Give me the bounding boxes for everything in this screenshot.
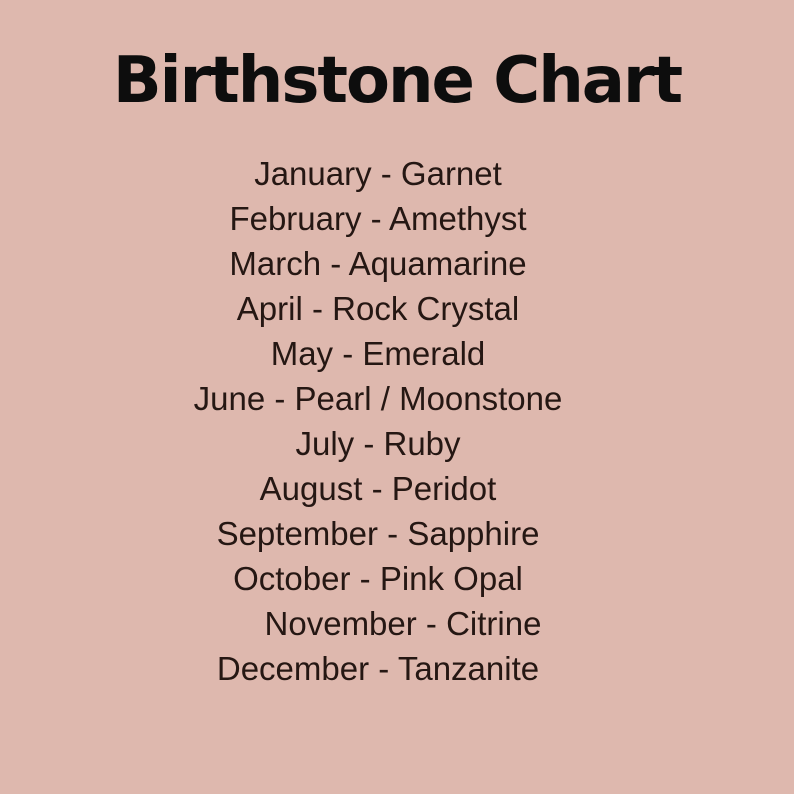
month-name: October <box>233 559 351 597</box>
month-name: July <box>295 424 355 462</box>
month-name: May <box>270 334 334 372</box>
stone-name: Emerald <box>362 334 486 372</box>
stone-name: Rock Crystal <box>332 289 520 327</box>
stone-name: Sapphire <box>407 514 540 552</box>
month-stone-separator: - <box>302 289 333 327</box>
month-name: March <box>229 244 322 282</box>
month-stone-separator: - <box>378 514 408 552</box>
month-stone-separator: - <box>354 424 384 462</box>
list-item <box>260 466 497 511</box>
month-stone-separator: - <box>371 154 401 192</box>
stone-name: Citrine <box>446 604 542 642</box>
birthstone-list <box>194 151 563 691</box>
month-stone-separator: - <box>416 604 447 642</box>
stone-name: Peridot <box>391 469 497 507</box>
list-item <box>265 601 542 646</box>
stone-name: Amethyst <box>389 199 527 237</box>
stone-name: Pearl / Moonstone <box>294 379 563 417</box>
list-item <box>217 511 540 556</box>
month-name: February <box>229 199 362 237</box>
list-item <box>229 196 526 241</box>
month-name: January <box>254 154 372 192</box>
list-item <box>229 241 526 286</box>
month-stone-separator: - <box>369 649 398 687</box>
page-title: Birthstone Chart <box>112 44 682 118</box>
stone-name: Aquamarine <box>348 244 527 282</box>
list-item <box>194 376 563 421</box>
stone-name: Pink Opal <box>379 559 523 597</box>
month-name: September <box>216 514 378 552</box>
month-name: November <box>264 604 417 642</box>
month-name: August <box>259 469 363 507</box>
month-name: December <box>216 649 370 687</box>
month-stone-separator: - <box>265 379 295 417</box>
month-stone-separator: - <box>362 469 392 507</box>
month-stone-separator: - <box>361 199 390 237</box>
list-item <box>254 151 502 196</box>
list-item <box>295 421 460 466</box>
stone-name: Tanzanite <box>397 649 540 687</box>
month-name: April <box>236 289 303 327</box>
month-stone-separator: - <box>333 334 363 372</box>
list-item <box>237 286 519 331</box>
month-stone-separator: - <box>350 559 380 597</box>
list-item <box>271 331 486 376</box>
month-name: June <box>193 379 266 417</box>
list-item <box>233 556 523 601</box>
month-stone-separator: - <box>321 244 349 282</box>
stone-name: Garnet <box>400 154 502 192</box>
list-item <box>217 646 539 691</box>
stone-name: Ruby <box>383 424 461 462</box>
